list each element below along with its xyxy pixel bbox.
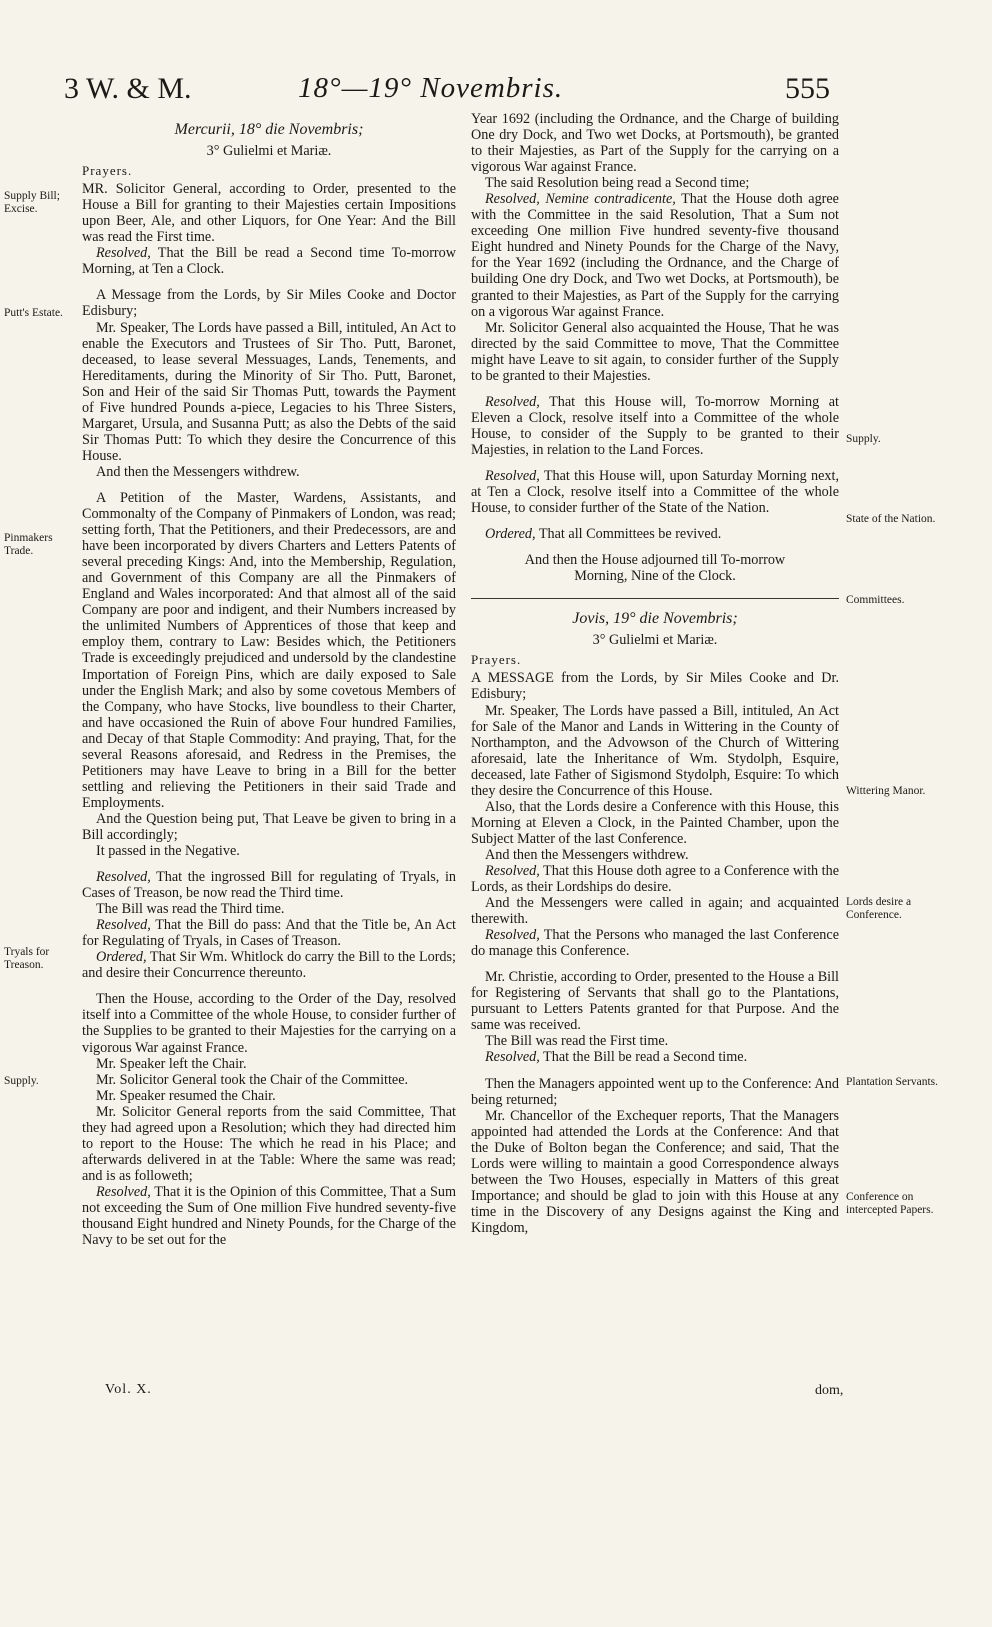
margin-note-state-of-nation: State of the Nation. xyxy=(846,513,936,525)
paragraph: Mr. Solicitor General reports from the said Committee, That they had agreed upon a Resolution; which they had directed him to report to the House: The which he read in his Place; and afterwards delivered in at the Table: Where the same was read; and is as followeth; xyxy=(82,1103,456,1184)
catchword: dom, xyxy=(815,1383,844,1398)
page-number: 555 xyxy=(785,72,830,105)
paragraph-wittering-bill: Mr. Speaker, The Lords have passed a Bill, intituled, An Act for Sale of the Manor and Lands in Wittering in the County of Northampton, and the Advowson of the Church of Wittering aforesaid, late the Inheritance of Wm. Stydolph, Esquire, deceased, late Father of Sigismond Stydolph, Esquire: To which they desire the Concurrence of this House. xyxy=(471,702,839,799)
paragraph: And then the Messengers withdrew. xyxy=(485,846,689,863)
margin-note-plantation-servants: Plantation Servants. xyxy=(846,1076,938,1088)
paragraph-resolution-navy: Resolved, That it is the Opinion of this Committee, That a Sum not exceeding the Sum of One million Five hundred seventy-five thousand Eight hundred and Ninety Pounds, for the Charge of the Navy to be set out for the xyxy=(82,1183,456,1249)
paragraph: And the Messengers were called in again; and acquainted therewith. xyxy=(471,895,839,928)
paragraph: Mr. Speaker left the Chair. xyxy=(96,1055,247,1072)
margin-note-tryals: Tryals for Treason. xyxy=(4,946,50,971)
margin-note-committees: Committees. xyxy=(846,594,905,606)
margin-note-pinmakers: Pinmakers Trade. xyxy=(4,532,53,557)
paragraph: Resolved, That the Persons who managed the last Conference do manage this Conference. xyxy=(471,927,839,960)
paragraph-lords-message: A Message from the Lords, by Sir Miles Cooke and Doctor Edisbury; xyxy=(82,287,456,320)
paragraph: Resolved, That the Bill do pass: And that the Title be, An Act for Regulating of Tryals, in Cases of Treason. xyxy=(82,917,456,950)
paragraph: It passed in the Negative. xyxy=(96,843,240,860)
paragraph: Mr. Solicitor General also acquainted the House, That he was directed by the said Committee to move, That the Committee might have Leave to sit again, to consider further of the Supply to be granted to their Majesties. xyxy=(471,319,839,384)
margin-note-putts-estate: Putt's Estate. xyxy=(4,307,63,319)
right-column xyxy=(471,111,839,1236)
paragraph: Resolved, That this House doth agree to a Conference with the Lords, as their Lordships do desire. xyxy=(471,862,839,896)
running-head-regnal-year: 3 W. & M. xyxy=(64,72,192,105)
paragraph-adjournment: And then the House adjourned till To-morrow Morning, Nine of the Clock. xyxy=(524,552,786,585)
margin-note-supply: Supply. xyxy=(846,433,881,445)
paragraph-putt-bill: Mr. Speaker, The Lords have passed a Bill, intituled, An Act to enable the Executors and Trustees of Sir Tho. Putt, Baronet, deceased, to lease several Messuages, Lands, Tenements, and Hereditaments, during the Minority of Sir Tho. Putt, Baronet, Son and Heir of the said Sir Thomas Putt, towards the Payment of Five hundred Pounds a-piece, Legacies to his Three Sisters, Margaret, Ursula, and Susanna Putt; as also the Debts of the said Sir Thomas Putt: To which they desire the Concurrence of this House. xyxy=(82,319,456,464)
paragraph-land-forces: Resolved, That this House will, To-morrow Morning at Eleven a Clock, resolve itself into a Committee of the whole House, to consider of the Supply to be granted to their Majesties, in relation to the Land Forces. xyxy=(471,393,839,458)
section-rule xyxy=(471,598,839,599)
paragraph: Mr. Speaker resumed the Chair. xyxy=(96,1087,276,1104)
prayers-heading: Prayers. xyxy=(82,163,133,179)
paragraph-state-of-nation: Resolved, That this House will, upon Saturday Morning next, at Ten a Clock, resolve itself into a Committee of the whole House, to consider further of the State of the Nation. xyxy=(471,467,839,517)
paragraph-tryals-bill: Resolved, That the ingrossed Bill for regulating of Tryals, in Cases of Treason, be now read the Third time. xyxy=(82,869,456,902)
paragraph: And the Question being put, That Leave be given to bring in a Bill accordingly; xyxy=(82,810,456,843)
paragraph-lords-message: A MESSAGE from the Lords, by Sir Miles Cooke and Dr. Edisbury; xyxy=(471,670,839,703)
paragraph-managers-conference: Then the Managers appointed went up to the Conference: And being returned; xyxy=(471,1075,839,1108)
paragraph-chancellor-report: Mr. Chancellor of the Exchequer reports, That the Managers appointed had attended the Lords at the Conference: And that the Duke of Bolton began the Conference; and said, That the Lords were willing to maintain a good Correspondence always between the Two Houses, especially in Matters of this great Importance; and should be glad to join with this House at any time in the Discovery of any Designs against the King and Kingdom, xyxy=(471,1107,839,1236)
paragraph-conference-desired: Also, that the Lords desire a Conference with this House, this Morning at Eleven a Clock, in the Painted Chamber, upon the Subject Matter of the last Conference. xyxy=(471,798,839,847)
paragraph: The Bill was read the First time. xyxy=(485,1033,669,1050)
paragraph-continued: Year 1692 (including the Ordnance, and the Charge of building One dry Dock, and Two wet Docks, at Portsmouth), be granted to their Majesties, as Part of the Supply for the carrying on a vigorous War against France. xyxy=(471,111,839,176)
margin-note-supply: Supply. xyxy=(4,1075,39,1087)
regnal-line: 3° Gulielmi et Mariæ. xyxy=(206,143,332,160)
paragraph: Resolved, That the Bill be read a Second time. xyxy=(485,1049,748,1066)
paragraph-committees-revived: Ordered, That all Committees be revived. xyxy=(485,526,722,543)
paragraph-plantation-bill: Mr. Christie, according to Order, presented to the House a Bill for Registering of Servants that shall go to the Plantations, pursuant to Letters Patents granted for that Purpose. And the same was received. xyxy=(471,969,839,1034)
paragraph-pinmakers-petition: A Petition of the Master, Wardens, Assistants, and Commonalty of the Company of Pinmakers of London, was read; setting forth, That the Petitioners, and their Predecessors, are and have been incorporated by divers Charters and Letters Patents of several preceding Kings: And, into the Membership, Regulation, and Government of this Company are all the Pinmakers of England and Wales incorporated: And that almost all of the said Company are poor and indigent, and their Numbers increased by the unlimited Numbers of Apprentices of those that keep and employ them, contrary to Law: Besides which, the Petitioners Trade is exceedingly prejudiced and undersold by the clandestine Importation of Foreign Pins, which are daily exposed to Sale under the English Mark; and also by some covetous Members of the Company, who have Stocks, live boundless to their Charter, and have occasioned the Ruin of above Four hundred Families, and Decay of that Staple Commodity: And praying, That, for the several Reasons aforesaid, and Redress in the Premises, the Petitioners may have Leave to bring in a Bill for the better settling and relieving the Petitioners in their said Trade and Employments. xyxy=(82,489,456,811)
paragraph-committee-supply: Then the House, according to the Order of the Day, resolved itself into a Committee of the whole House, to consider further of the Supplies to be granted to their Majesties for the carrying on a vigorous War against France. xyxy=(82,991,456,1056)
paragraph: Mr. Solicitor General took the Chair of the Committee. xyxy=(96,1071,409,1088)
margin-note-conference-papers: Conference on intercepted Papers. xyxy=(846,1191,934,1216)
margin-note-supply-bill: Supply Bill; Excise. xyxy=(4,190,60,215)
paragraph: And then the Messengers withdrew. xyxy=(96,463,300,480)
running-head-dates: 18°—19° Novembris. xyxy=(298,72,564,104)
margin-note-wittering-manor: Wittering Manor. xyxy=(846,785,926,797)
paragraph: Ordered, That Sir Wm. Whitlock do carry the Bill to the Lords; and desire their Concurrence thereunto. xyxy=(82,949,456,982)
prayers-heading: Prayers. xyxy=(471,652,522,668)
paragraph: The said Resolution being read a Second time; xyxy=(485,175,750,192)
paragraph: The Bill was read the Third time. xyxy=(96,901,285,918)
date-heading-18-november: Mercurii, 18° die Novembris; xyxy=(174,121,364,138)
date-heading-19-november: Jovis, 19° die Novembris; xyxy=(572,610,738,628)
paragraph-resolution-agreed: Resolved, Nemine contradicente, That the House doth agree with the Committee in the said Resolution, That a Sum not exceeding One million Five hundred seventy-five thousand Eight hundred and Ninety Pounds for the Charge of the Navy, for the Year 1692 (including the Ordnance, and the Charge of building One dry Dock, and Two wet Docks, at Portsmouth), be granted to their Majesties, as Part of the Supply for the carrying on a vigorous War against France. xyxy=(471,191,839,320)
paragraph: Resolved, That the Bill be read a Second time To-morrow Morning, at Ten a Clock. xyxy=(82,245,456,278)
volume-signature: Vol. X. xyxy=(105,1382,152,1397)
margin-note-lords-conference: Lords desire a Conference. xyxy=(846,896,912,921)
paragraph-supply-bill: MR. Solicitor General, according to Order, presented to the House a Bill for granting to their Majesties certain Impositions upon Beer, Ale, and other Liquors, for One Year: And the Bill was read the First time. xyxy=(82,181,456,246)
regnal-line: 3° Gulielmi et Mariæ. xyxy=(592,632,718,649)
left-column xyxy=(82,122,456,1248)
